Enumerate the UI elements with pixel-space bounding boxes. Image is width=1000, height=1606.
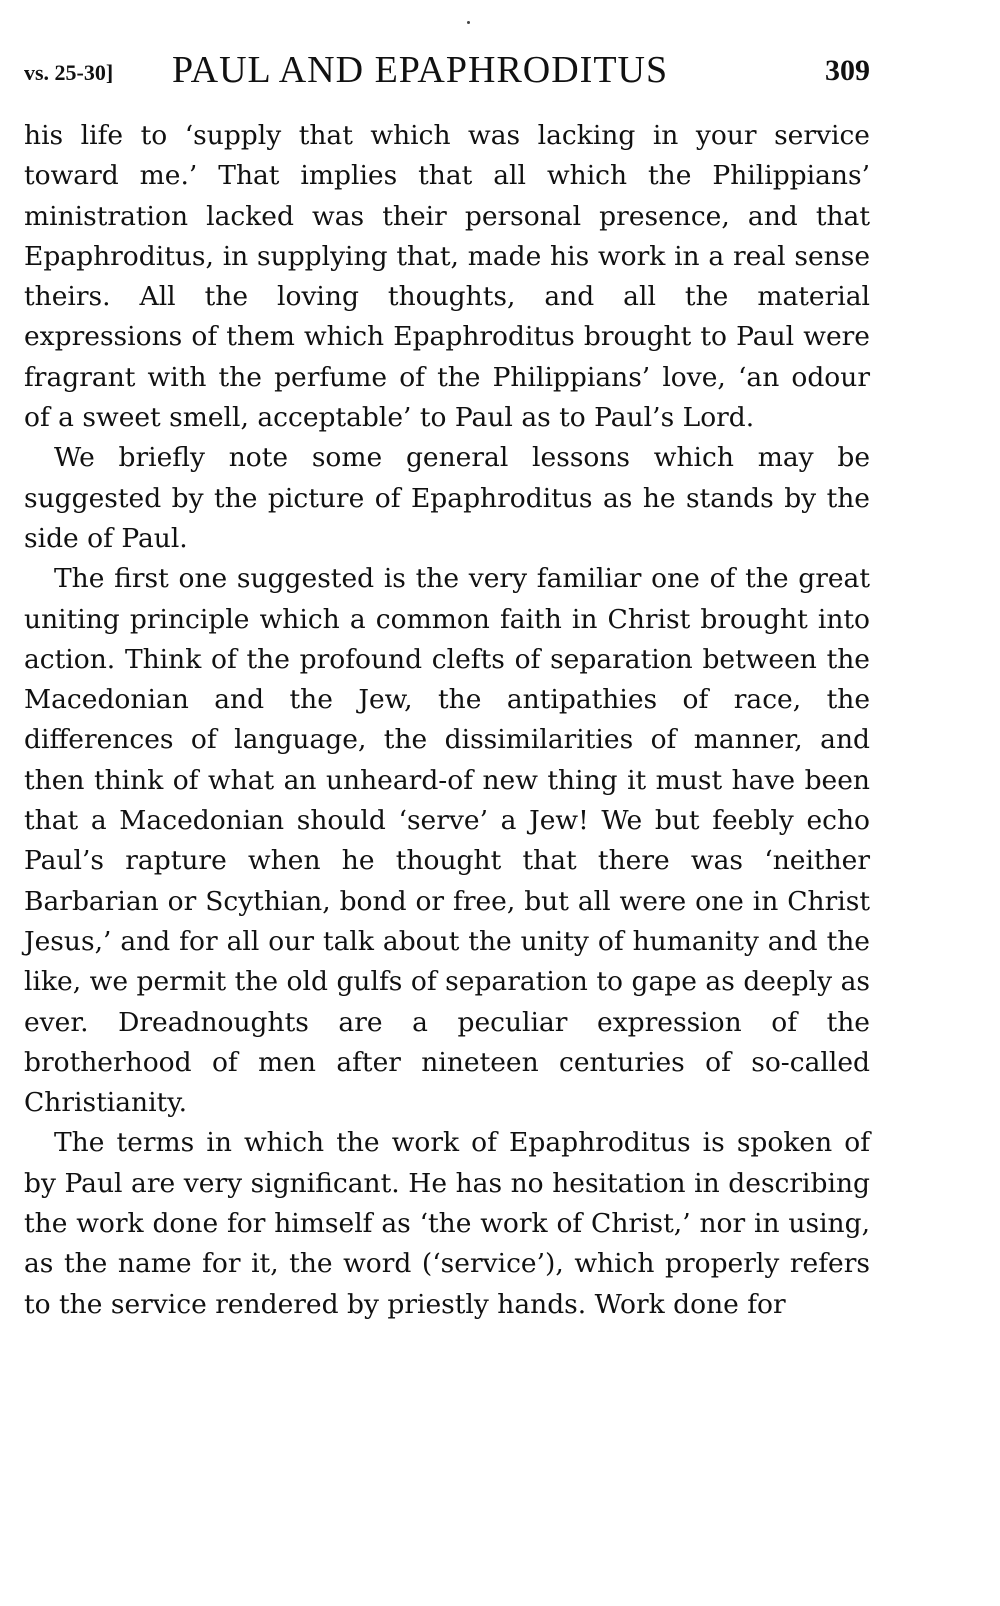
paragraph-work-terms: The terms in which the work of Epaphroditus is spoken of by Paul are very significant. He has no hesitation in describing the work done for himself as ‘the work of Christ,’ nor in using, as the name for it, the word (‘service’), which properly refers to the service rendered by priestly hands. Work done for (24, 1127, 870, 1320)
print-speck (467, 21, 470, 24)
verse-reference: vs. 25-30] (24, 60, 114, 85)
running-header (24, 48, 870, 92)
page-title: PAUL AND EPAPHRODITUS (172, 49, 669, 91)
paragraph-uniting-principle: The first one suggested is the very familiar one of the great uniting principle which a common faith in Christ brought into action. Think of the profound clefts of separation between the Macedonian and the Jew, the antipathies of race, the differences of language, the dissimilarities of manner, and then think of what an unheard-of new thing it must have been that a Macedonian should ‘serve’ a Jew! We but feebly echo Paul’s rapture when he thought that there was ‘neither Barbarian or Scythian, bond or free, but all were one in Christ Jesus,’ and for all our talk about the unity of humanity and the like, we permit the old gulfs of separation to gape as deeply as ever. Dreadnoughts are a peculiar expression of the brotherhood of men after nineteen centuries of so-called Christianity. (24, 563, 870, 1119)
paragraph-lessons-intro: We briefly note some general lessons which may be suggested by the picture of Epaphroditus as he stands by the side of Paul. (24, 442, 870, 554)
page-number: 309 (825, 54, 870, 87)
body-text (24, 116, 870, 1325)
paragraph-continuation: his life to ‘supply that which was lacking in your service toward me.’ That implies that all which the Philippians’ ministration lacked was their personal presence, and that Epaphroditus, in supplying that, made his work in a real sense theirs. All the loving thoughts, and all the material expressions of them which Epaphroditus brought to Paul were fragrant with the perfume of the Philippians’ love, ‘an odour of a sweet smell, acceptable’ to Paul as to Paul’s Lord. (24, 120, 870, 434)
